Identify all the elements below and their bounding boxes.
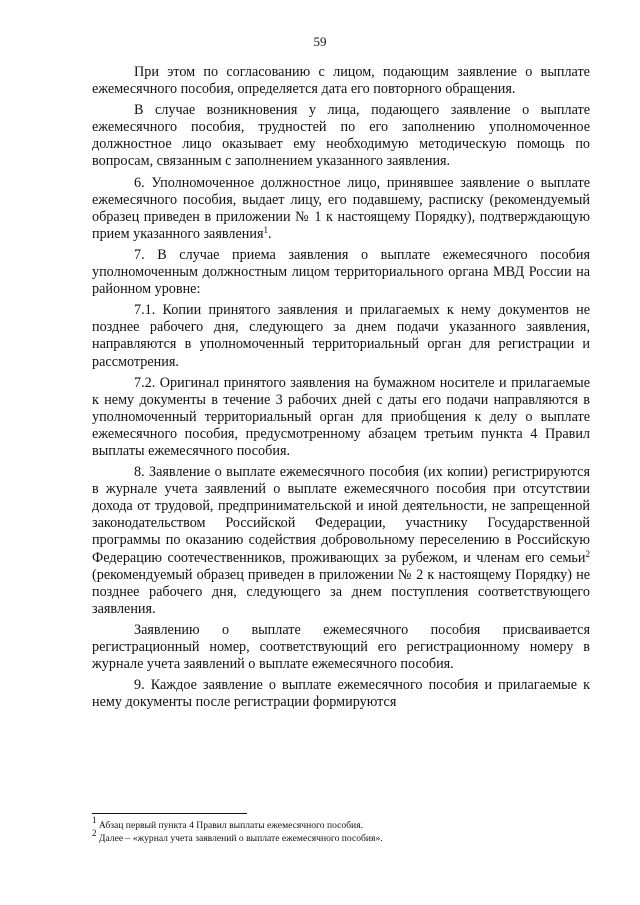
footnote-2	[92, 828, 590, 845]
document-body	[92, 64, 590, 711]
paragraph-repeat-visit: При этом по согласованию с лицом, подающим заявление о выплате ежемесячного пособия, определяется дата его повторного обращения.	[92, 64, 590, 98]
paragraph-item-8-text-cont: (рекомендуемый образец приведен в приложении № 2 к настоящему Порядку) не позднее рабочего дня, следующего за днем поступления соответствующего заявления.	[92, 566, 590, 617]
footnote-1-text: Абзац первый пункта 4 Правил выплаты ежемесячного пособия.	[98, 820, 364, 831]
paragraph-registration-number: Заявлению о выплате ежемесячного пособия присваивается регистрационный номер, соответствующий его регистрационному номеру в журнале учета заявлений о выплате ежемесячного пособия.	[92, 621, 590, 673]
footnote-1-mark: 1	[92, 815, 97, 825]
paragraph-item-8-text: 8. Заявление о выплате ежемесячного пособия (их копии) регистрируются в журнале учета заявлений о выплате ежемесячного пособия при отсутствии дохода от трудовой, предпринимательской и иной деятельности, не запрещенной законодательством Российской Федерации, участнику Государственной программы по оказанию содействия добровольному переселению в Российскую Федерацию соотечественников, проживающих за рубежом, и членам его семьи	[92, 464, 590, 566]
footnote-2-mark: 2	[92, 828, 97, 838]
paragraph-item-9: 9. Каждое заявление о выплате ежемесячного пособия и прилагаемые к нему документы после регистрации формируются	[92, 677, 590, 711]
paragraph-method-help: В случае возникновения у лица, подающего заявление о выплате ежемесячного пособия, трудностей по его заполнению уполномоченное должностное лицо оказывает ему необходимую методическую помощь по вопросам, связанным с заполнением указанного заявления.	[92, 102, 590, 170]
paragraph-item-7-2: 7.2. Оригинал принятого заявления на бумажном носителе и прилагаемые к нему документы в течение 3 рабочих дней с даты его подачи направляются в уполномоченный территориальный орган для приобщения к делу о выплате ежемесячного пособия, предусмотренному абзацем третьим пункта 4 Правил выплаты ежемесячного пособия.	[92, 374, 590, 459]
footnote-ref-2[interactable]: 2	[585, 548, 590, 559]
footnote-1	[92, 815, 590, 832]
footnote-divider	[92, 813, 247, 814]
paragraph-item-6: 6. Уполномоченное должностное лицо, принявшее заявление о выплате ежемесячного пособия, выдает лицу, его подавшему, расписку (рекомендуемый образец приведен в приложении № 1 к настоящему Порядку), подтверждающую прием указанного заявления$^1$.	[92, 174, 590, 242]
paragraph-item-8	[92, 464, 590, 618]
paragraph-item-7-1: 7.1. Копии принятого заявления и прилагаемых к нему документов не позднее рабочего дня, следующего за днем подачи указанного заявления, направляются в уполномоченный территориальный орган для регистрации и рассмотрения.	[92, 302, 590, 370]
page-number: 59	[313, 34, 327, 49]
paragraph-item-6-text: 6. Уполномоченное должностное лицо, принявшее заявление о выплате ежемесячного пособия, выдает лицу, его подавшему, расписку (рекомендуемый образец приведен в приложении № 1 к настоящему Порядку), подтверждающую прием указанного заявления	[92, 174, 590, 242]
paragraph-item-7: 7. В случае приема заявления о выплате ежемесячного пособия уполномоченным должностным лицом территориального органа МВД России на районном уровне:	[92, 246, 590, 298]
footnotes-section	[92, 813, 590, 845]
footnote-ref-1[interactable]: 1	[263, 224, 268, 235]
footnote-2-text: Далее – «журнал учета заявлений о выплате ежемесячного пособия».	[98, 833, 383, 844]
